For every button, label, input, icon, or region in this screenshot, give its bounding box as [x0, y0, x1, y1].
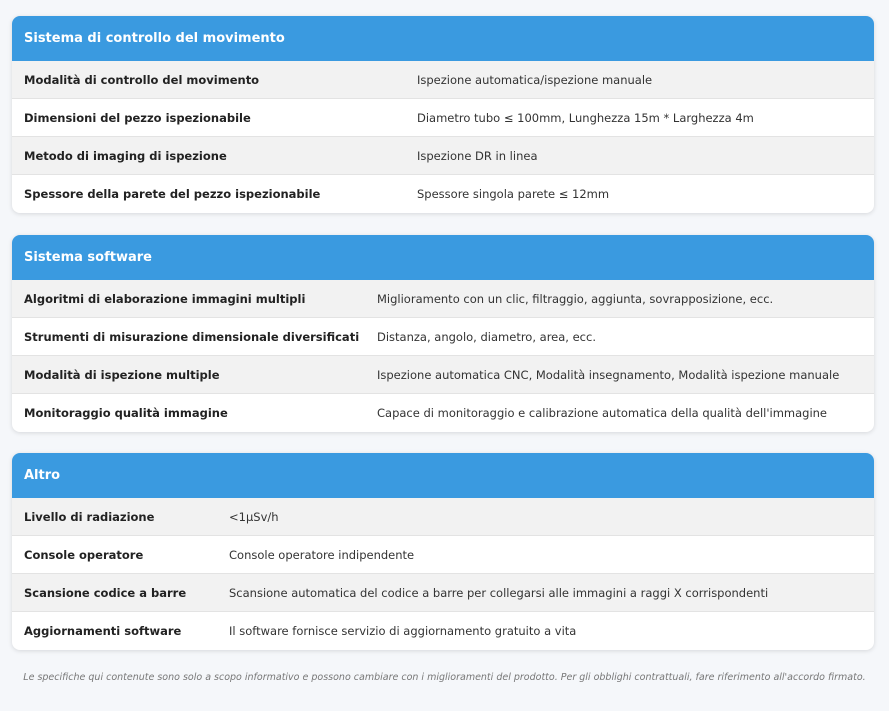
- disclaimer-footnote: Le specifiche qui contenute sono solo a scopo informativo e possono cambiare con i miglioramenti del prodotto. Per gli obblighi contrattuali, fare riferimento all'accordo firmato.: [23, 672, 866, 683]
- spec-card-software: [12, 235, 874, 432]
- spec-value: Ispezione DR in linea: [417, 148, 538, 163]
- spec-row: [12, 99, 874, 137]
- spec-value: Diametro tubo ≤ 100mm, Lunghezza 15m * Larghezza 4m: [417, 110, 754, 125]
- spec-label: Modalità di controllo del movimento: [24, 72, 260, 87]
- spec-row: [12, 280, 874, 318]
- spec-label: Dimensioni del pezzo ispezionabile: [24, 110, 251, 125]
- spec-card-other: [12, 453, 874, 650]
- spec-label: Strumenti di misurazione dimensionale diversificati: [24, 329, 360, 344]
- spec-label: Aggiornamenti software: [24, 624, 182, 638]
- spec-label: Algoritmi di elaborazione immagini multipli: [24, 291, 306, 306]
- section-title: Sistema di controllo del movimento: [12, 16, 874, 61]
- spec-value: Distanza, angolo, diametro, area, ecc.: [377, 329, 596, 344]
- spec-row: [12, 318, 874, 356]
- spec-row: [12, 175, 874, 213]
- spec-label: Scansione codice a barre: [24, 585, 187, 600]
- spec-value: Il software fornisce servizio di aggiornamento gratuito a vita: [229, 624, 577, 638]
- spec-value: Ispezione automatica/ispezione manuale: [417, 72, 653, 87]
- spec-label: Livello di radiazione: [24, 509, 155, 524]
- spec-row: [12, 536, 874, 574]
- spec-row: [12, 574, 874, 612]
- spec-card-motion-control: [12, 16, 874, 213]
- spec-label: Modalità di ispezione multiple: [24, 367, 220, 382]
- section-title: Altro: [12, 453, 874, 498]
- spec-row: [12, 356, 874, 394]
- spec-value: Capace di monitoraggio e calibrazione automatica della qualità dell'immagine: [377, 406, 828, 420]
- spec-value: Spessore singola parete ≤ 12mm: [417, 187, 610, 201]
- section-title: Sistema software: [12, 235, 874, 280]
- spec-row: [12, 498, 874, 536]
- spec-value: Miglioramento con un clic, filtraggio, aggiunta, sovrapposizione, ecc.: [377, 291, 774, 306]
- spec-value: Ispezione automatica CNC, Modalità insegnamento, Modalità ispezione manuale: [377, 367, 840, 382]
- spec-label: Monitoraggio qualità immagine: [24, 406, 228, 420]
- spec-value: Console operatore indipendente: [229, 547, 415, 562]
- spec-value: <1μSv/h: [229, 509, 279, 524]
- spec-row: [12, 394, 874, 432]
- spec-row: [12, 61, 874, 99]
- spec-label: Metodo di imaging di ispezione: [24, 148, 227, 163]
- spec-value: Scansione automatica del codice a barre per collegarsi alle immagini a raggi X corrispondenti: [229, 585, 769, 600]
- spec-row: [12, 137, 874, 175]
- spec-label: Spessore della parete del pezzo ispezionabile: [24, 187, 321, 201]
- spec-row: [12, 612, 874, 650]
- spec-label: Console operatore: [24, 547, 144, 562]
